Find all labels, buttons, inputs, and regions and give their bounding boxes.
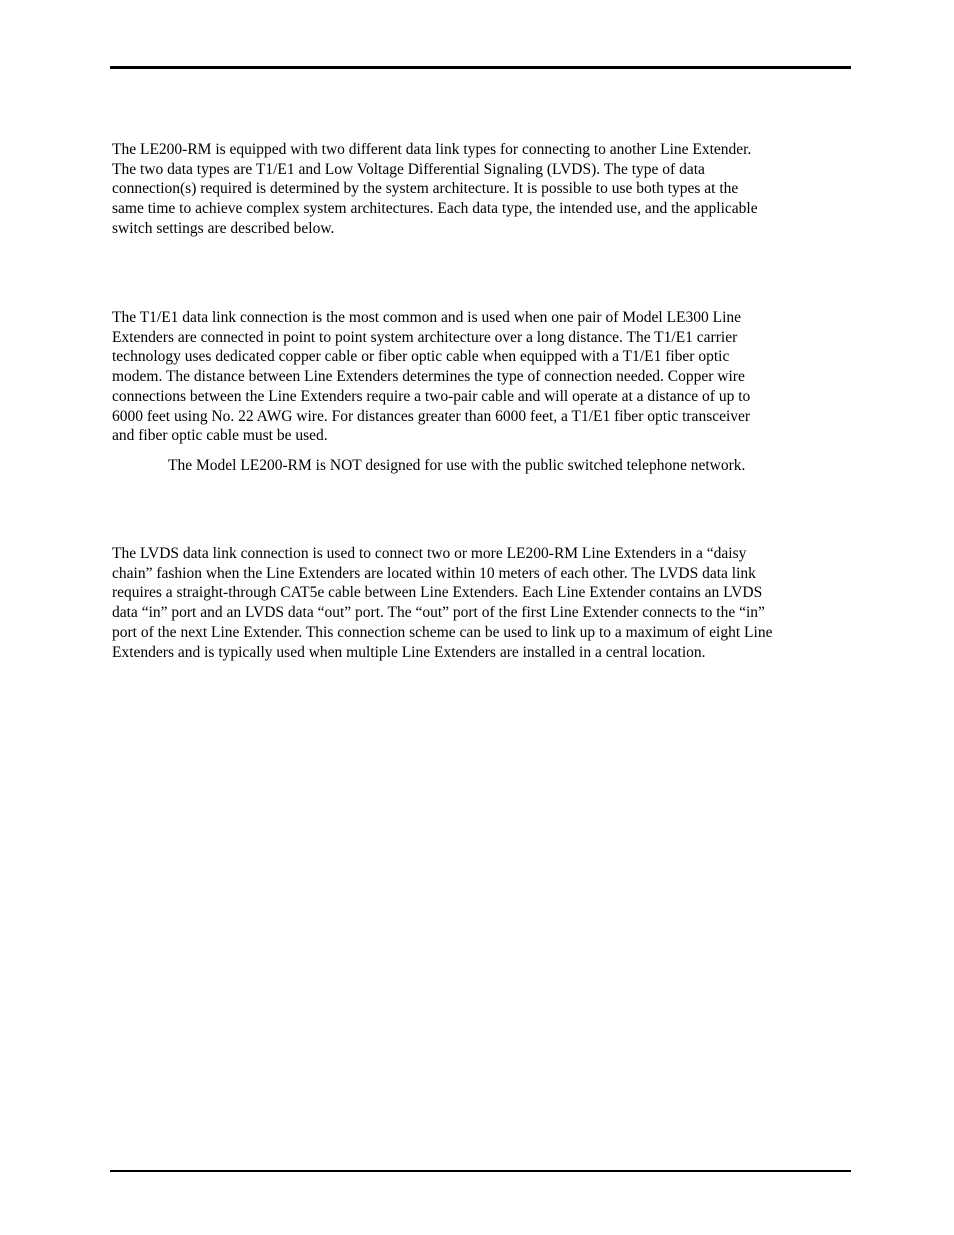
intro-paragraph — [112, 140, 852, 239]
text-line: requires a straight-through CAT5e cable between Line Extenders. Each Line Extender contains an LVDS — [112, 584, 763, 602]
text-line: Extenders are connected in point to point system architecture over a long distance. The T1/E1 carrier — [112, 328, 738, 346]
text-line: chain” fashion when the Line Extenders are located within 10 meters of each other. The LVDS data link — [112, 564, 756, 582]
text-line: and fiber optic cable must be used. — [112, 427, 328, 445]
text-line: The LE200-RM is equipped with two different data link types for connecting to another Line Extender. — [112, 141, 752, 158]
text-line: switch settings are described below. — [112, 219, 335, 237]
text-line: The two data types are T1/E1 and Low Voltage Differential Signaling (LVDS). The type of data — [112, 160, 705, 178]
text-line: port of the next Line Extender. This connection scheme can be used to link up to a maximum of eight Line — [112, 623, 773, 641]
header-rule — [110, 66, 851, 69]
pstn-note — [168, 456, 852, 476]
text-line: Extenders and is typically used when multiple Line Extenders are installed in a central location. — [112, 643, 706, 661]
text-line: The Model LE200-RM is NOT designed for use with the public switched telephone network. — [168, 457, 746, 474]
text-line: same time to achieve complex system architectures. Each data type, the intended use, and the applicable — [112, 200, 758, 218]
footer-rule — [110, 1170, 851, 1172]
text-line: The LVDS data link connection is used to connect two or more LE200-RM Line Extenders in a “daisy — [112, 545, 747, 562]
text-line: connection(s) required is determined by the system architecture. It is possible to use both types at the — [112, 180, 739, 198]
lvds-paragraph — [112, 544, 852, 662]
text-line: The T1/E1 data link connection is the most common and is used when one pair of Model LE300 Line — [112, 309, 742, 326]
t1e1-paragraph — [112, 308, 852, 446]
text-line: data “in” port and an LVDS data “out” port. The “out” port of the first Line Extender connects to the “in” — [112, 604, 765, 622]
text-line: technology uses dedicated copper cable or fiber optic cable when equipped with a T1/E1 fiber optic — [112, 348, 730, 366]
text-line: connections between the Line Extenders require a two-pair cable and will operate at a distance of up to — [112, 387, 751, 405]
text-line: modem. The distance between Line Extenders determines the type of connection needed. Copper wire — [112, 368, 745, 386]
text-line: 6000 feet using No. 22 AWG wire. For distances greater than 6000 feet, a T1/E1 fiber optic transceiver — [112, 407, 751, 425]
